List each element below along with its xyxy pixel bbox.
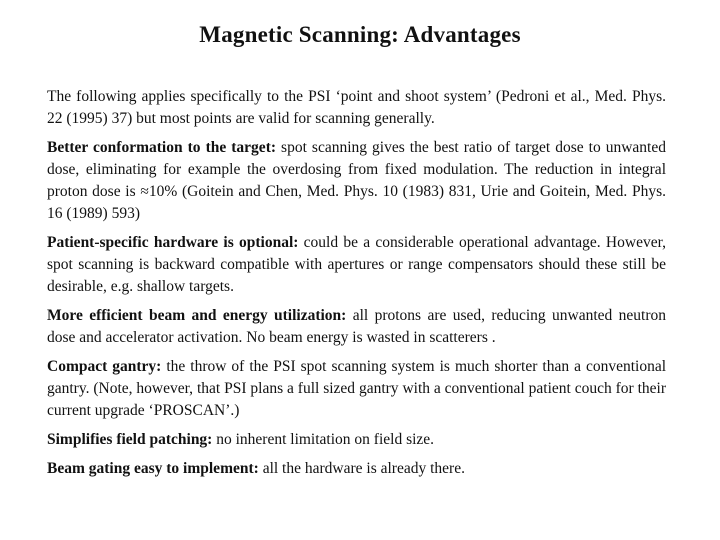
- point-hardware-optional: [47, 232, 666, 298]
- point-text: spot scanning gives the best ratio of target dose to unwanted dose, eliminating for example the overdosing from fixed modulation. The reduction in integral proton dose is ≈10% (Goitein and Chen, Med. Phys. 10 (1983) 831, Urie and Goitein, Med. Phys. 16 (1989) 593): [47, 139, 666, 222]
- point-heading: Simplifies field patching:: [47, 431, 213, 448]
- intro-paragraph: The following applies specifically to the PSI ‘point and shoot system’ (Pedroni et al., Med. Phys. 22 (1995) 37) but most points are valid for scanning generally.: [47, 88, 666, 127]
- point-heading: More efficient beam and energy utilization:: [47, 307, 347, 324]
- point-heading: Patient-specific hardware is optional:: [47, 234, 299, 251]
- slide-title: Magnetic Scanning: Advantages: [199, 22, 521, 47]
- point-text: no inherent limitation on field size.: [212, 431, 435, 448]
- point-text: could be a considerable operational advantage. However, spot scanning is backward compatible with apertures or range compensators should these still be desirable, e.g. shallow targets.: [47, 234, 666, 295]
- point-text: the throw of the PSI spot scanning system is much shorter than a conventional gantry. (Note, however, that PSI plans a full sized gantry with a conventional patient couch for their current upgrade ‘PROSCAN’.): [47, 358, 667, 419]
- point-heading: Better conformation to the target:: [47, 139, 277, 156]
- point-field-patching: [47, 429, 666, 451]
- point-heading: Beam gating easy to implement:: [47, 460, 259, 477]
- point-text: all protons are used, reducing unwanted neutron dose and accelerator activation. No beam energy is wasted in scatterers .: [47, 307, 666, 346]
- point-efficient-beam: [47, 305, 666, 349]
- point-beam-gating: [47, 458, 666, 480]
- slide-body: [47, 86, 666, 487]
- point-heading: Compact gantry:: [47, 358, 162, 375]
- point-text: all the hardware is already there.: [258, 460, 465, 477]
- point-compact-gantry: [47, 356, 666, 422]
- point-better-conformation: [47, 137, 666, 225]
